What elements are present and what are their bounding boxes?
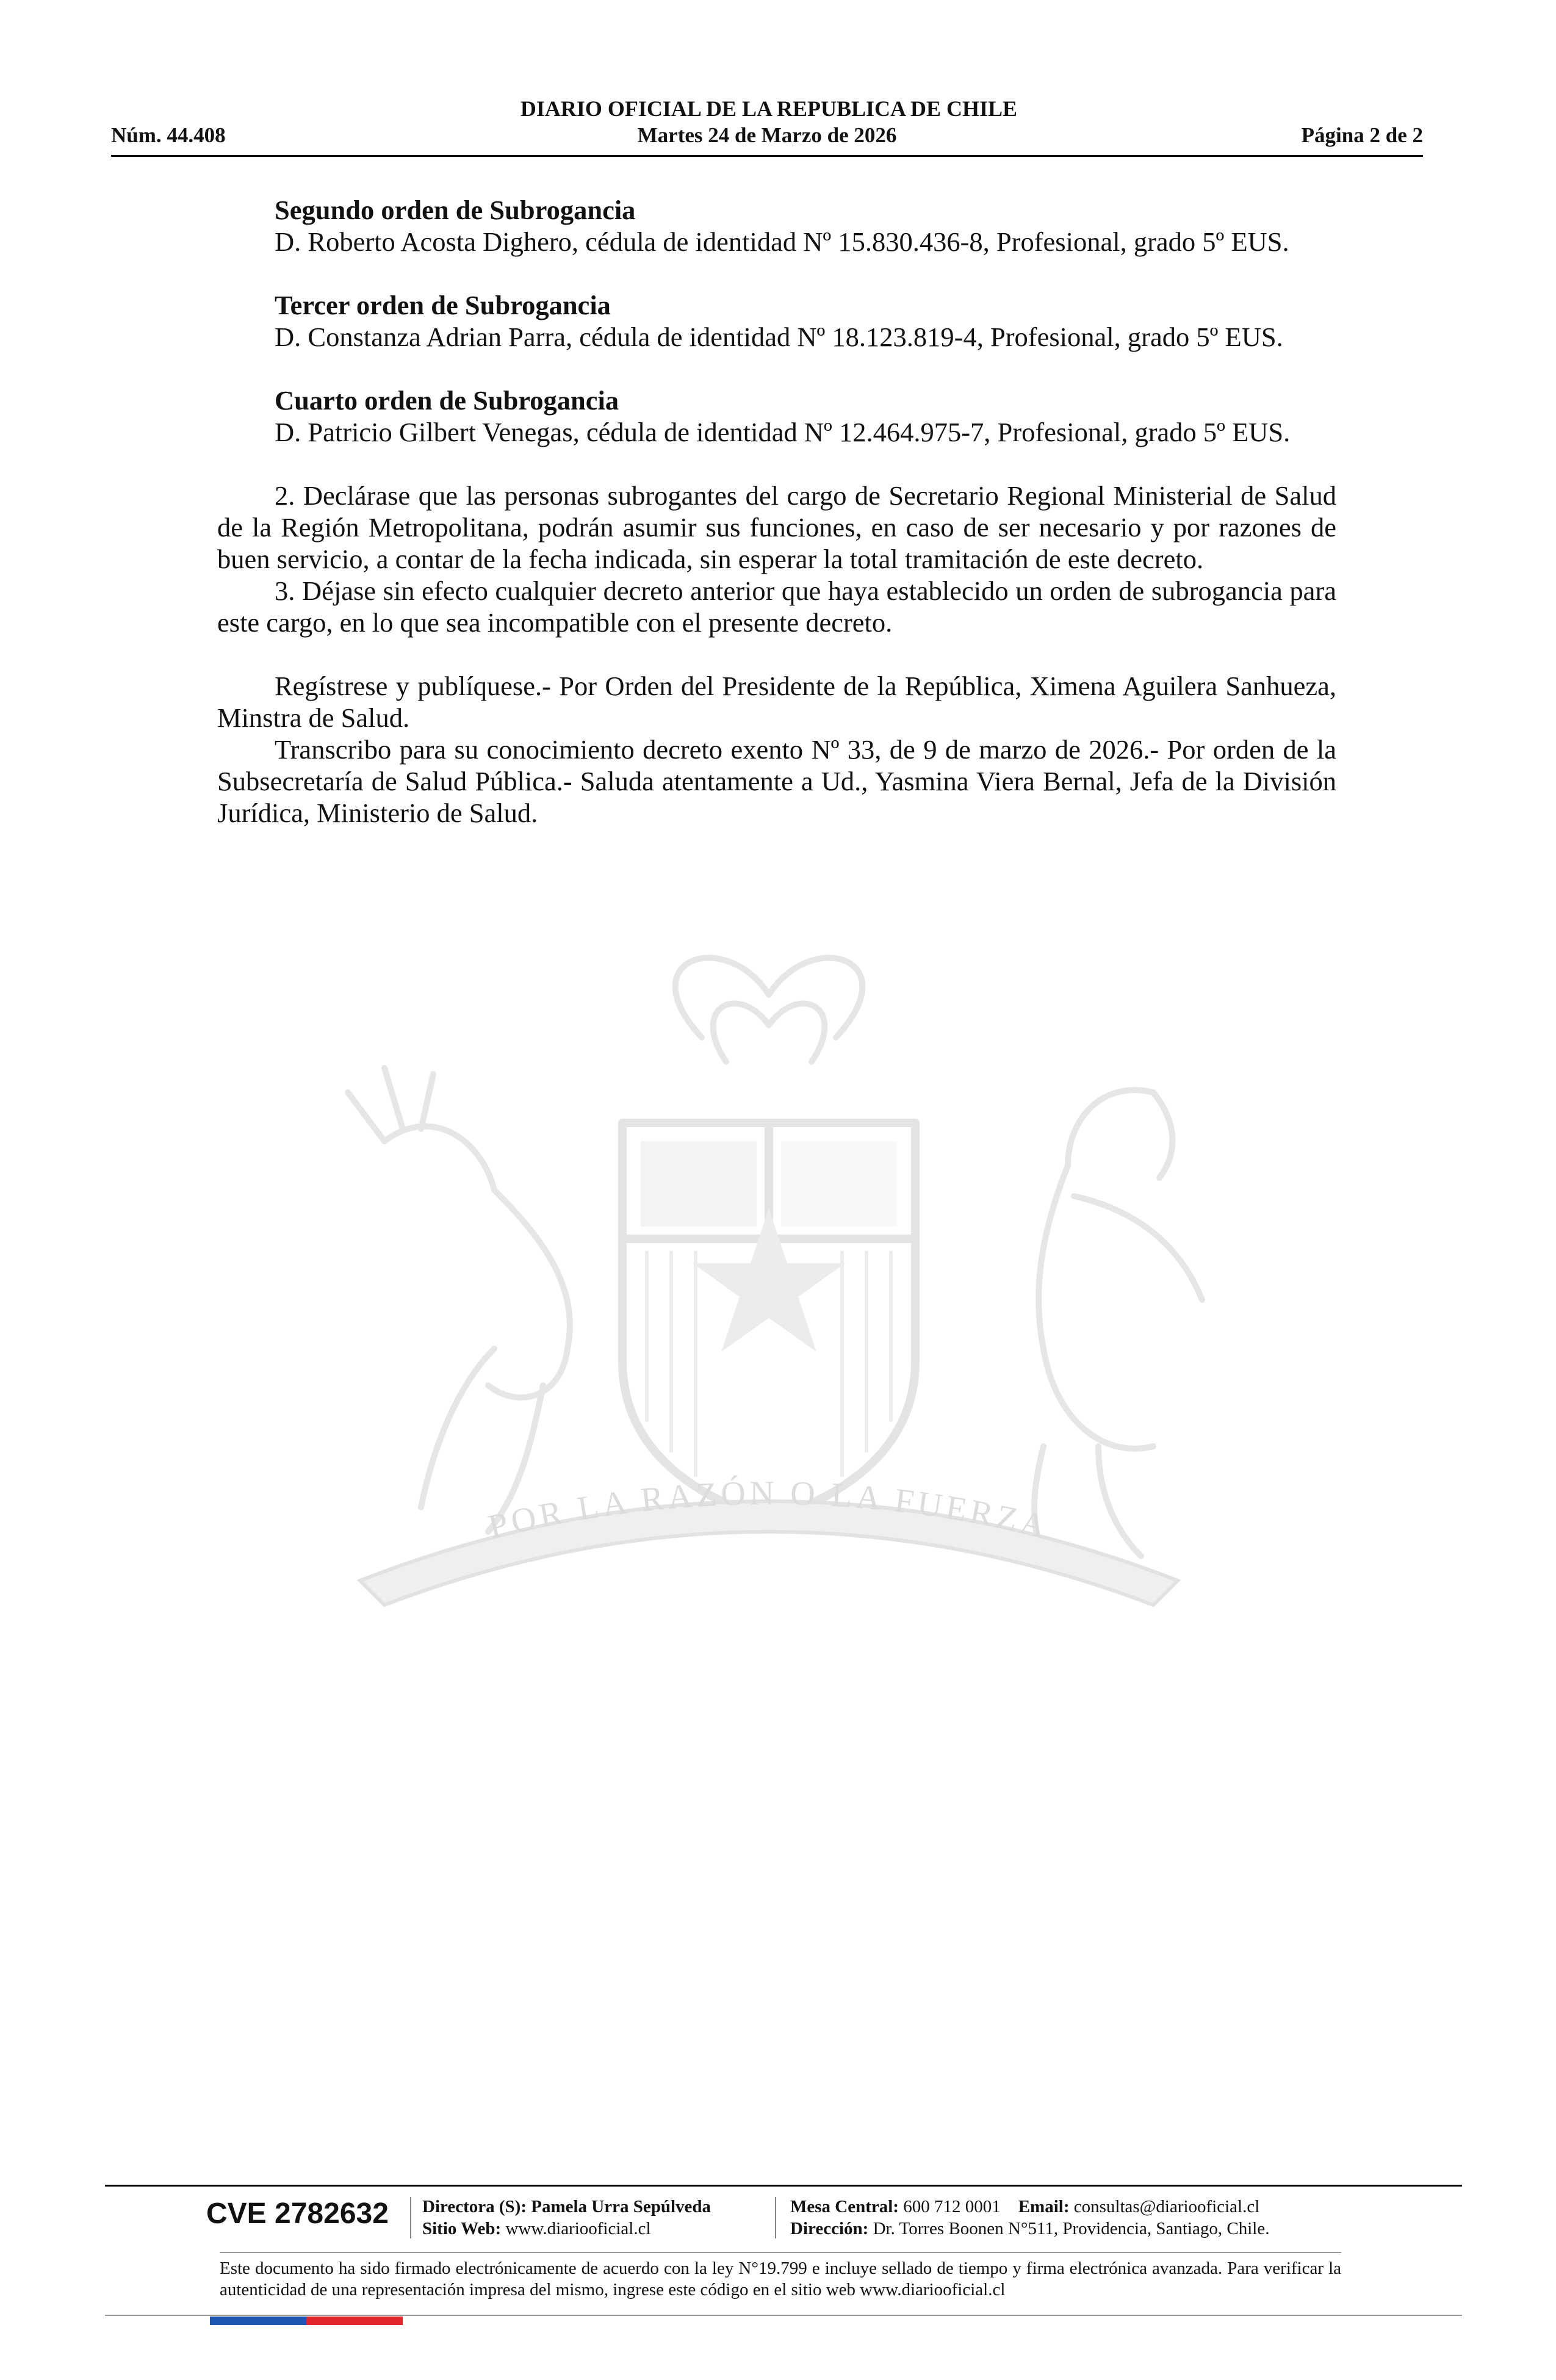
website-link[interactable]: www.diariooficial.cl — [505, 2219, 651, 2238]
article-2: 2. Declárase que las personas subrogantes del cargo de Secretario Regional Ministerial de Salud de la Región Metropolitana, podrán asumir sus funciones, en caso de ser necesario y por razones de buen servicio, a contar de la fecha indicada, sin esperar la total tramitación de este decreto. — [217, 480, 1336, 574]
second-subrogation-text: D. Roberto Acosta Dighero, cédula de identidad Nº 15.830.436-8, Profesional, grado 5º EUS. — [275, 226, 1289, 257]
fourth-subrogation-heading: Cuarto orden de Subrogancia — [275, 385, 619, 416]
cve-code: CVE 2782632 — [206, 2198, 389, 2230]
email-label: Email: — [1018, 2197, 1070, 2216]
third-subrogation-heading: Tercer orden de Subrogancia — [275, 290, 611, 320]
page-indicator: Página 2 de 2 — [1301, 123, 1423, 147]
address-label: Dirección: — [790, 2219, 869, 2238]
publication-title: DIARIO OFICIAL DE LA REPUBLICA DE CHILE — [520, 96, 1018, 121]
flag-stripe-blue — [210, 2317, 306, 2325]
third-subrogation-text: D. Constanza Adrian Parra, cédula de identidad Nº 18.123.819-4, Profesional, grado 5º EUS. — [275, 322, 1283, 352]
website-label: Sitio Web: — [422, 2219, 502, 2238]
footer-divider-middle — [220, 2252, 1341, 2253]
footer-divider-top — [105, 2185, 1462, 2187]
footer-separator — [775, 2197, 776, 2238]
closing-formula: Regístrese y publíquese.- Por Orden del Presidente de la República, Ximena Aguilera Sanhueza, Minstra de Salud. — [217, 671, 1336, 733]
director-name: Pamela Urra Sepúlveda — [531, 2197, 711, 2216]
director-label: Directora (S): — [422, 2197, 527, 2216]
phone-number: 600 712 0001 — [903, 2197, 1001, 2216]
footer-separator — [410, 2197, 411, 2238]
fourth-subrogation-text: D. Patricio Gilbert Venegas, cédula de identidad Nº 12.464.975-7, Profesional, grado 5º EUS. — [275, 417, 1291, 447]
footer-divider-bottom — [105, 2315, 1462, 2316]
coat-of-arms-watermark — [201, 921, 1336, 1678]
address-text: Dr. Torres Boonen N°511, Providencia, Santiago, Chile. — [873, 2219, 1270, 2238]
email-link[interactable]: consultas@diariooficial.cl — [1073, 2197, 1260, 2216]
issue-date: Martes 24 de Marzo de 2026 — [637, 123, 897, 147]
electronic-signature-note: Este documento ha sido firmado electrónicamente de acuerdo con la ley N°19.799 e incluye sellado de tiempo y firma electrónica avanzada. Para verificar la autenticidad de una representación impresa del mismo, ingrese este código en el sitio web www.diariooficial.cl — [220, 2259, 1341, 2299]
footer-contact-left — [422, 2196, 711, 2240]
second-subrogation-heading: Segundo orden de Subrogancia — [275, 195, 636, 225]
footer-contact-right — [790, 2196, 1269, 2240]
phone-label: Mesa Central: — [790, 2197, 899, 2216]
decree-body — [217, 194, 1336, 829]
issue-number: Núm. 44.408 — [111, 123, 226, 147]
transcription-note: Transcribo para su conocimiento decreto exento Nº 33, de 9 de marzo de 2026.- Por orden de la Subsecretaría de Salud Pública.- Saluda atentamente a Ud., Yasmina Viera Bernal, Jefa de la División Jurídica, Ministerio de Salud. — [217, 734, 1336, 828]
flag-stripe-red — [306, 2317, 403, 2325]
header-divider — [111, 155, 1423, 157]
motto-text: POR LA RAZÓN O LA FUERZA — [484, 1474, 1053, 1546]
article-3: 3. Déjase sin efecto cualquier decreto anterior que haya establecido un orden de subrogancia para este cargo, en lo que sea incompatible con el presente decreto. — [217, 575, 1336, 638]
